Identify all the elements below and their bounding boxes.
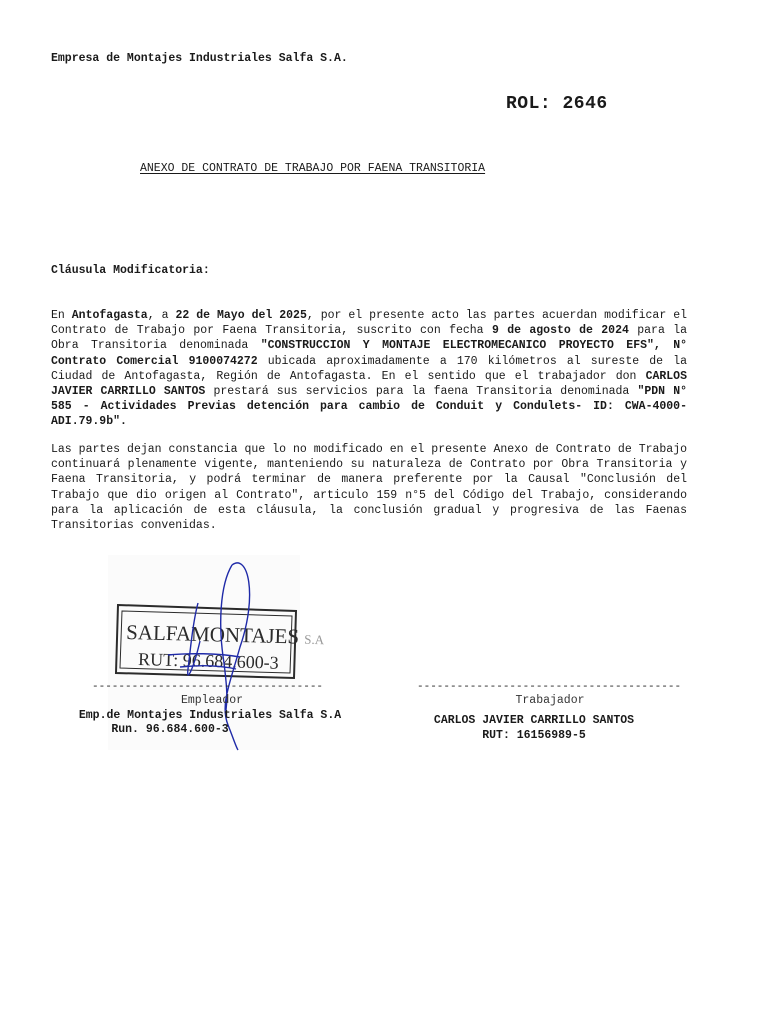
p1-faena: "PDN N° 585 - Actividades Previas detención para cambio de Conduit y Condulets- ID: CWA-4000-ADI.79.9b". [51, 385, 688, 429]
p1-text-6: prestará sus servicios para la faena Transitoria denominada [205, 385, 638, 399]
worker-signature-line: ---------------------------------------- [417, 681, 682, 693]
p1-project: "CONSTRUCCION Y MONTAJE ELECTROMECANICO PROYECTO EFS", N° Contrato Comercial 9100074272 [51, 339, 687, 368]
p1-text-4: para la Obra Transitoria denominada [51, 324, 688, 353]
employer-label: Empleador [180, 694, 244, 707]
p1-date: 22 de Mayo del 2025 [175, 309, 307, 322]
p1-text-1: En [51, 309, 72, 322]
rol-number: ROL: 2646 [506, 94, 608, 114]
paragraph-modification [51, 308, 687, 430]
company-name: Empresa de Montajes Industriales Salfa S.A. [51, 52, 348, 65]
worker-label: Trabajador [515, 694, 585, 707]
p1-text-2: , a [147, 309, 176, 322]
worker-rut: RUT: 16156989-5 [482, 729, 586, 742]
stamp-line-2: RUT: 96.684.600-3 [137, 649, 279, 673]
employer-name: Emp.de Montajes Industriales Salfa S.A [78, 709, 342, 722]
clause-heading: Cláusula Modificatoria: [51, 264, 210, 277]
stamp-line-1: SALFAMONTAJES S.A [125, 620, 325, 649]
p1-text-3: , por el presente acto las partes acuerdan modificar el Contrato de Trabajo por Faena Transitoria, suscrito con fecha [51, 309, 688, 338]
p1-worker: CARLOS JAVIER CARRILLO SANTOS [51, 369, 687, 399]
p1-city: Antofagasta [71, 309, 148, 322]
document-title: ANEXO DE CONTRATO DE TRABAJO POR FAENA TRANSITORIA [140, 162, 486, 175]
employer-signature-line: ----------------------------------- [92, 681, 324, 693]
p1-start-date: 9 de agosto de 2024 [491, 324, 629, 338]
employer-run: Run. 96.684.600-3 [111, 723, 229, 736]
paragraph-validity: Las partes dejan constancia que lo no modificado en el presente Anexo de Contrato de Trabajo continuará plenamente vigente, manteniendo su naturaleza de Contrato por Obra Transitoria y Faena Transitoria, y podrá terminar de manera preferente por la Causal "Conclusión del Trabajo que dio origen al Contrato", articulo 159 n°5 del Código del Trabajo, considerando para la aplicación de esta cláusula, la conclusión gradual y progresiva de las Faenas Transitorias convenidas. [51, 443, 687, 533]
worker-name: CARLOS JAVIER CARRILLO SANTOS [433, 714, 635, 727]
p1-text-5: ubicada aproximadamente a 170 kilómetros al sureste de la Ciudad de Antofagasta, Región de Antofagasta. En el sentido que el trabajador don [51, 354, 687, 383]
